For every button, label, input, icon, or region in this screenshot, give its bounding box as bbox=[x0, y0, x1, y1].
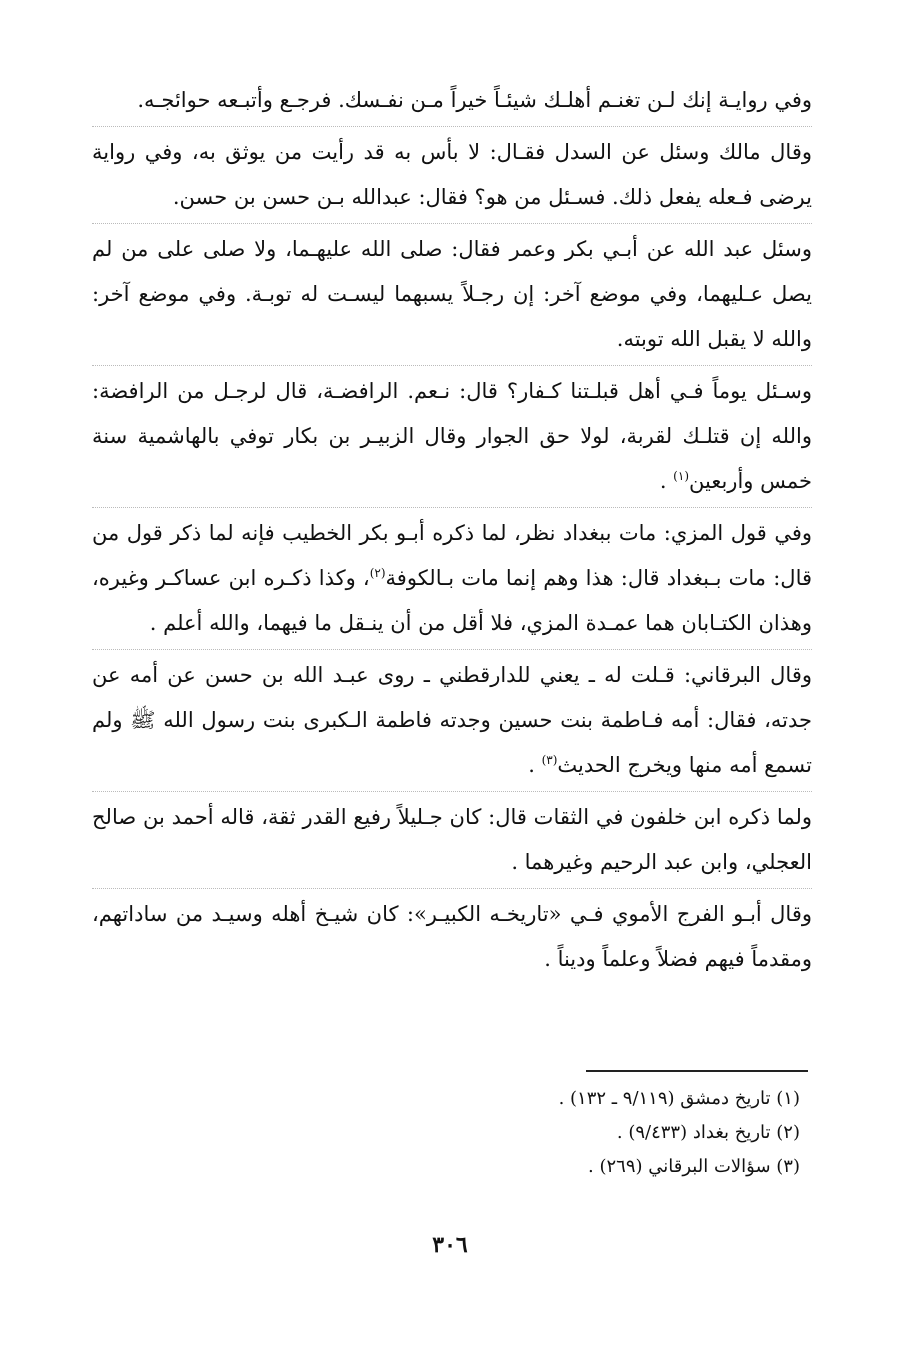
main-text bbox=[92, 78, 812, 988]
footnote-2: (٢) تاريخ بغداد (٩/٤٣٣) . bbox=[616, 1122, 800, 1143]
paragraph-3 bbox=[92, 227, 812, 366]
paragraph-2 bbox=[92, 130, 812, 224]
paragraph-7-text: ولما ذكره ابن خلفون في الثقات قال: كان جـليلاً رفيع القدر ثقة، قاله أحمد بن صالح العجلي، وابن عبد الرحيم وغيرهما . bbox=[92, 805, 812, 874]
paragraph-6 bbox=[92, 653, 812, 792]
paragraph-5-text: وفي قول المزي: مات ببغداد نظر، لما ذكره أبـو بكر الخطيب فإنه لما ذكر قول من قال: مات بـبغداد قال: هذا وهم إنما مات بـالكوفة bbox=[92, 521, 812, 590]
footnote-divider bbox=[586, 1070, 808, 1072]
footnote-3: (٣) سؤالات البرقاني (٢٦٩) . bbox=[588, 1156, 800, 1177]
page-number: ٣٠٦ bbox=[432, 1232, 468, 1258]
paragraph-7 bbox=[92, 795, 812, 889]
footnotes bbox=[100, 1082, 800, 1184]
paragraph-5-tail: ، وكذا ذكـره ابن عساكـر وغيره، وهذان الكتـابان هما عمـدة المزي، فلا أقل من أن ينـقل ما فيهما، والله أعلم . bbox=[92, 566, 812, 635]
paragraph-8 bbox=[92, 892, 812, 985]
paragraph-2-text: وقال مالك وسئل عن السدل فقـال: لا بأس به قد رأيت من يوثق به، وفي رواية يرضى فـعله يفعل ذلك. فسـئل من هو؟ فقال: عبدالله بـن حسن بن حسن. bbox=[92, 140, 812, 209]
paragraph-3-text: وسئل عبد الله عن أبـي بكر وعمر فقال: صلى الله عليهـما، ولا صلى على من لم يصل عـليهما، وفي موضع آخر: إن رجـلاً يسبهما ليسـت له توبـة. وفي موضع آخر: والله لا يقبل الله توبته. bbox=[92, 237, 812, 351]
paragraph-1-text: وفي روايـة إنك لـن تغنـم أهلـك شيئـاً خيراً مـن نفـسك. فرجـع وأتبـعه حوائجـه. bbox=[137, 88, 812, 112]
paragraph-1 bbox=[92, 78, 812, 127]
footnote-ref-1[interactable]: (١) bbox=[673, 469, 689, 483]
footnote-ref-3[interactable]: (٣) bbox=[541, 753, 558, 767]
paragraph-4 bbox=[92, 369, 812, 508]
paragraph-6-tail: . bbox=[528, 753, 542, 777]
paragraph-4-text: وسـئل يوماً فـي أهل قبلـتنا كـفار؟ قال: نـعم. الرافضـة، قال لرجـل من الرافضة: والله إن قتلـك لقربة، لولا حق الجوار وقال الزبيـر بن بكار توفي بالهاشمية سنة خمس وأربعين bbox=[92, 379, 812, 493]
paragraph-5 bbox=[92, 511, 812, 650]
paragraph-8-text: وقال أبـو الفرج الأموي فـي «تاريخـه الكبيـر»: كان شيـخ أهله وسيـد من ساداتهم، ومقدماً فيهم فضلاً وعلماً وديناً . bbox=[92, 902, 812, 971]
paragraph-4-tail: . bbox=[659, 469, 674, 493]
footnote-ref-2[interactable]: (٢) bbox=[369, 566, 386, 580]
paragraph-6-text: وقال البرقاني: قـلت له ـ يعني للدارقطني ـ روى عبـد الله بن حسن عن أمه عن جدته، فقال: أمه فـاطمة بنت حسين وجدته فاطمة الـكبرى بنت رسول الله ﷺ ولم تسمع أمه منها ويخرج الحديث bbox=[92, 663, 812, 777]
footnote-1: (١) تاريخ دمشق (٩/١١٩ ـ ١٣٢) . bbox=[558, 1088, 800, 1109]
